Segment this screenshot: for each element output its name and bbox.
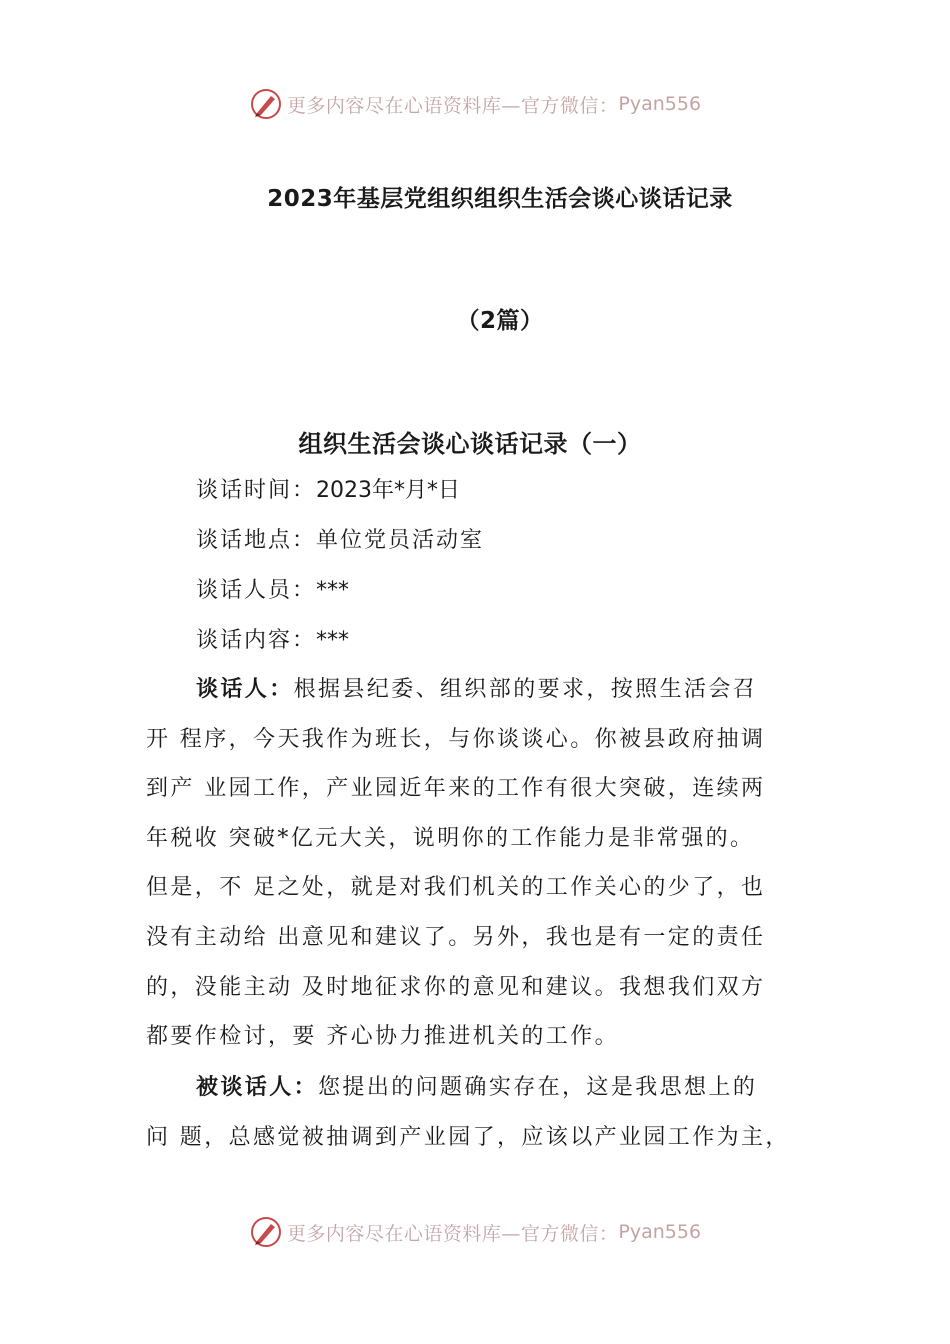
info-label: 谈话人员：	[196, 578, 317, 603]
info-value: ***	[316, 628, 350, 653]
paragraph-line: 都要作检讨，要 齐心协力推进机关的工作。	[146, 1024, 619, 1050]
watermark-header	[0, 84, 950, 124]
pen-circle-logo-icon	[249, 1215, 283, 1249]
info-people	[196, 573, 349, 604]
info-time	[196, 473, 460, 504]
paragraph-interviewee	[146, 1063, 806, 1162]
info-label: 谈话时间：	[196, 478, 317, 503]
document-count: （2篇）	[456, 308, 544, 334]
paragraph-line: 问 题，总感觉被抽调到产业园了，应该以产业园工作为主，	[146, 1124, 790, 1150]
document-title: 2023年基层党组织组织生活会谈心谈话记录	[267, 186, 733, 212]
paragraph-line: 到产 业园工作，产业园近年来的工作有很大突破，连续两	[146, 776, 766, 802]
info-value: 单位党员活动室	[316, 528, 485, 553]
paragraph-talker	[146, 665, 806, 1062]
paragraph-line: 但是，不 足之处，就是对我们机关的工作关心的少了，也	[146, 875, 766, 901]
watermark-text: 更多内容尽在心语资料库—官方微信：	[286, 1222, 619, 1245]
watermark-footer	[0, 1212, 950, 1252]
info-value: ***	[316, 578, 350, 603]
paragraph-line	[146, 1063, 806, 1113]
pen-circle-logo-icon	[249, 87, 283, 121]
watermark-text: 更多内容尽在心语资料库—官方微信：	[286, 94, 619, 117]
info-label: 谈话内容：	[196, 628, 317, 653]
paragraph-line: 没有主动给 出意见和建议了。另外，我也是有一定的责任	[146, 924, 766, 950]
section-title: 组织生活会谈心谈话记录（一）	[298, 429, 642, 458]
line-text: 您提出的问题确实存在，这是我思想上的	[318, 1075, 758, 1100]
info-label: 谈话地点：	[196, 528, 317, 553]
paragraph-line: 开 程序，今天我作为班长，与你谈谈心。你被县政府抽调	[146, 726, 766, 752]
paragraph-line	[146, 665, 806, 715]
watermark-wechat-id: Pyan556	[618, 93, 702, 115]
paragraph-line: 年税收 突破*亿元大关，说明你的工作能力是非常强的。	[146, 825, 755, 851]
speaker-label: 谈话人：	[196, 676, 294, 702]
info-value: 2023年*月*日	[316, 478, 461, 503]
watermark-wechat-id: Pyan556	[618, 1221, 702, 1243]
info-content	[196, 623, 349, 654]
info-location	[196, 523, 484, 554]
paragraph-line: 的，没能主动 及时地征求你的意见和建议。我想我们双方	[146, 974, 766, 1000]
line-text: 根据县纪委、组织部的要求，按照生活会召	[293, 677, 758, 702]
speaker-label: 被谈话人：	[196, 1074, 319, 1100]
